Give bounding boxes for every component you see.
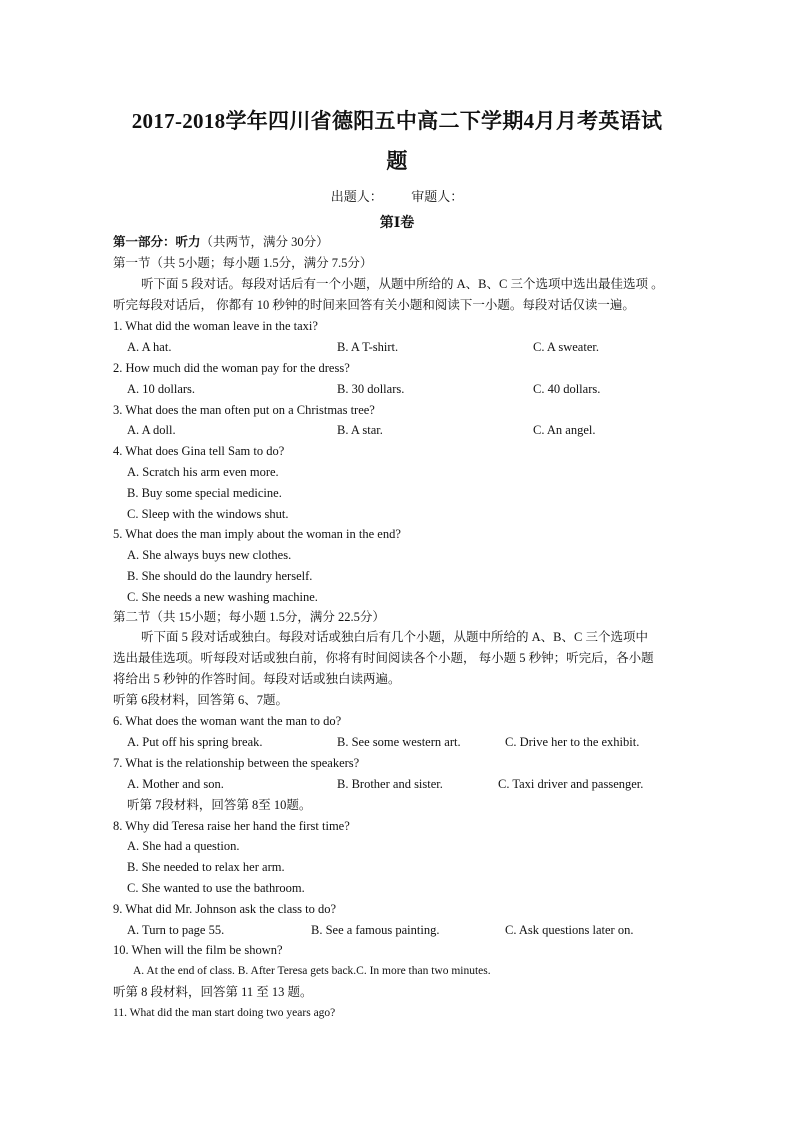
setter-label: 出题人： [330,189,383,204]
question-10-stem: 10. When will the film be shown? [113,943,283,957]
question-5-stem: 5. What does the man imply about the woman in the end? [113,527,401,541]
question-7-option-a: A. Mother and son. [127,777,224,791]
question-5-option-c: C. She needs a new washing machine. [127,590,318,604]
question-8-option-a: A. She had a question. [127,839,240,853]
reviewer-label: 审题人： [411,189,464,204]
section1-instructions-2: 听完每段对话后， 你都有 10 秒钟的时间来回答有关小题和阅读下一小题。每段对话仅读一遍。 [113,298,635,312]
question-8-option-c: C. She wanted to use the bathroom. [127,881,305,895]
question-5-option-b: B. She should do the laundry herself. [127,569,313,583]
section2-heading: 第二节（共 15小题；每小题 1.5分，满分 22.5分） [113,610,385,624]
question-1-option-b: B. A T-shirt. [337,340,399,354]
question-6-option-b: B. See some western art. [337,735,461,749]
volume-heading: 第Ⅰ卷 [379,216,415,231]
question-6-option-c: C. Drive her to the exhibit. [505,735,640,749]
section1-instructions-1: 听下面 5 段对话。每段对话后有一个小题，从题中所给的 A、B、C 三个选项中选出最佳选项 。 [141,277,664,291]
question-9-option-a: A. Turn to page 55. [127,923,225,937]
material-6-note: 听第 6段材料，回答第 6、7题。 [113,693,289,707]
question-10-options: A. At the end of class. B. After Teresa gets back.C. In more than two minutes. [133,965,491,977]
question-2-option-c: C. 40 dollars. [533,382,601,396]
question-2-option-b: B. 30 dollars. [337,382,405,396]
question-1-option-c: C. A sweater. [533,340,599,354]
part1-heading-rest: （共两节，满分 30分） [200,235,329,249]
question-6-stem: 6. What does the woman want the man to do? [113,714,342,728]
question-3-option-b: B. A star. [337,423,383,437]
question-3-option-a: A. A doll. [127,423,176,437]
authors-line [0,186,794,205]
question-3-stem: 3. What does the man often put on a Christmas tree? [113,403,375,417]
question-2-stem: 2. How much did the woman pay for the dress? [113,361,350,375]
question-11-stem: 11. What did the man start doing two years ago? [113,1007,336,1019]
question-5-option-a: A. She always buys new clothes. [127,548,292,562]
exam-title-line2: 题 [386,149,408,173]
question-4-option-a: A. Scratch his arm even more. [127,465,279,479]
section2-instructions-2: 选出最佳选项。听每段对话或独白前，你将有时间阅读各个小题， 每小题 5 秒钟；听完后，各小题 [113,651,654,665]
question-9-stem: 9. What did Mr. Johnson ask the class to do? [113,902,337,916]
section1-heading: 第一节（共 5小题；每小题 1.5分，满分 7.5分） [113,256,373,270]
question-4-option-c: C. Sleep with the windows shut. [127,507,289,521]
part1-heading [113,234,329,250]
question-7-stem: 7. What is the relationship between the speakers? [113,756,360,770]
question-9-option-b: B. See a famous painting. [311,923,440,937]
question-1-option-a: A. A hat. [127,340,172,354]
section2-instructions-3: 将给出 5 秒钟的作答时间。每段对话或独白读两遍。 [113,672,401,686]
section2-instructions-1: 听下面 5 段对话或独白。每段对话或独白后有几个小题，从题中所给的 A、B、C 三个选项中 [141,630,648,644]
question-8-option-b: B. She needed to relax her arm. [127,860,285,874]
question-7-option-b: B. Brother and sister. [337,777,443,791]
question-3-option-c: C. An angel. [533,423,596,437]
question-9-option-c: C. Ask questions later on. [505,923,634,937]
question-4-option-b: B. Buy some special medicine. [127,486,282,500]
question-1-stem: 1. What did the woman leave in the taxi? [113,319,318,333]
question-6-option-a: A. Put off his spring break. [127,735,263,749]
exam-title-line1: 2017-2018学年四川省德阳五中高二下学期4月月考英语试 [131,109,663,133]
material-8-note: 听第 8 段材料，回答第 11 至 13 题。 [113,985,313,999]
question-8-stem: 8. Why did Teresa raise her hand the first time? [113,819,350,833]
part1-heading-bold: 第一部分：听力 [113,235,201,249]
question-4-stem: 4. What does Gina tell Sam to do? [113,444,285,458]
material-7-note: 听第 7段材料，回答第 8至 10题。 [127,798,312,812]
question-7-option-c: C. Taxi driver and passenger. [498,777,644,791]
question-2-option-a: A. 10 dollars. [127,382,196,396]
